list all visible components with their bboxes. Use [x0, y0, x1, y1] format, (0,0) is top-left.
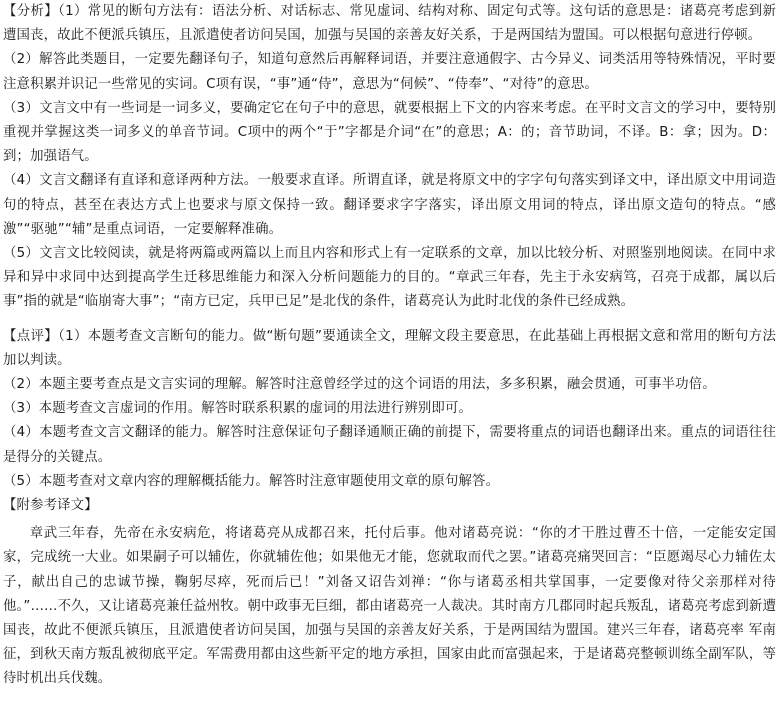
comment-paragraph-1: 【点评】（1）本题考查文言断句的能力。做“断句题”要通读全文，理解文段主要意思，在此基础上再根据文意和常用的断句方法加以判读。: [3, 328, 776, 368]
reference-heading: 【附参考译文】: [3, 498, 98, 514]
analysis-paragraph-3: （3）文言文中有一些词是一词多义，要确定它在句子中的意思，就要根据上下文的内容来考虑。在平时文言文的学习中，要特别重视并掌握这类一词多义的单音节词。C项中的两个“于”字都是介词“在”的意思；A：的；音节助词，不译。B：拿；因为。D：到；加强语气。: [3, 100, 776, 165]
reference-body: 章武三年春，先帝在永安病危，将诸葛亮从成都召来，托付后事。他对诸葛亮说：“你的才干胜过曹丕十倍，一定能安定国家，完成统一大业。如果嗣子可以辅佐，你就辅佐他；如果他无才能，您就取而代之罢。”诸葛亮痛哭回言：“臣愿竭尽心力辅佐太子，献出自己的忠诚节操，鞠躬尽瘁，死而后已！”刘备又诏告刘禅：“你与诸葛丞相共掌国事，一定要像对待父亲那样对待他。”……不久，又让诸葛亮兼任益州牧。朝中政事无巨细，都由诸葛亮一人裁决。其时南方几郡同时起兵叛乱，诸葛亮考虑到新遭国丧，故此不便派兵镇压，且派遣使者访问吴国，加强与吴国的亲善友好关系，于是两国结为盟国。建兴三年春，诸葛亮率 军南征，到秋天南方叛乱被彻底平定。军需费用都由这些新平定的地方承担，国家由此而富强起来，于是诸葛亮整顿训练全副军队，等待时机出兵伐魏。: [3, 526, 776, 687]
comment-paragraph-2: （2）本题主要考查点是文言实词的理解。解答时注意曾经学过的这个词语的用法，多多积累，融会贯通，可事半功倍。: [3, 377, 716, 393]
analysis-paragraph-1: 【分析】（1）常见的断句方法有：语法分析、对话标志、常见虚词、结构对称、固定句式等。这句话的意思是：诸葛亮考虑到新遭国丧，故此不便派兵镇压，且派遣使者访问吴国，加强与吴国的亲善友好关系，于是两国结为盟国。可以根据句意进行停顿。: [3, 4, 776, 44]
comment-section: [3, 325, 776, 494]
analysis-paragraph-4: （4）文言文翻译有直译和意译两种方法。一般要求直译。所谓直译，就是将原文中的字字句句落实到译文中，译出原文中用词造句的特点，甚至在表达方式上也要求与原文保持一致。翻译要求字字落实，译出原文用词的特点，译出原文造句的特点。“感激”“驱驰”“辅”是重点词语，一定要解释准确。: [3, 173, 776, 237]
reference-translation-section: [3, 494, 776, 692]
analysis-paragraph-2: （2）解答此类题目，一定要先翻译句子，知道句意然后再解释词语，并要注意通假字、古今异义、词类活用等特殊情况，平时要注意积累并识记一些常见的实词。C项有误，“事”通“侍”，意思为“伺候”、“侍奉”、“对待”的意思。: [3, 52, 776, 92]
comment-paragraph-4: （4）本题考查文言文翻译的能力。解答时注意保证句子翻译通顺正确的前提下，需要将重点的词语也翻译出来。重点的词语往往是得分的关键点。: [3, 425, 776, 465]
analysis-section: [3, 0, 776, 315]
analysis-paragraph-5: （5）文言文比较阅读，就是将两篇或两篇以上而且内容和形式上有一定联系的文章，加以比较分析、对照鉴别地阅读。在同中求异和异中求同中达到提高学生迁移思维能力和深入分析问题能力的目的。“章武三年春，先主于永安病笃，召亮于成都，属以后事”指的就是“临崩寄大事”；“南方已定，兵甲已足”是北伐的条件，诸葛亮认为此时北伐的条件已经成熟。: [3, 246, 776, 310]
comment-paragraph-3: （3）本题考查文言虚词的作用。解答时联系积累的虚词的用法进行辨别即可。: [3, 401, 473, 417]
comment-paragraph-5: （5）本题考查对文章内容的理解概括能力。解答时注意审题使用文章的原句解答。: [3, 473, 500, 489]
